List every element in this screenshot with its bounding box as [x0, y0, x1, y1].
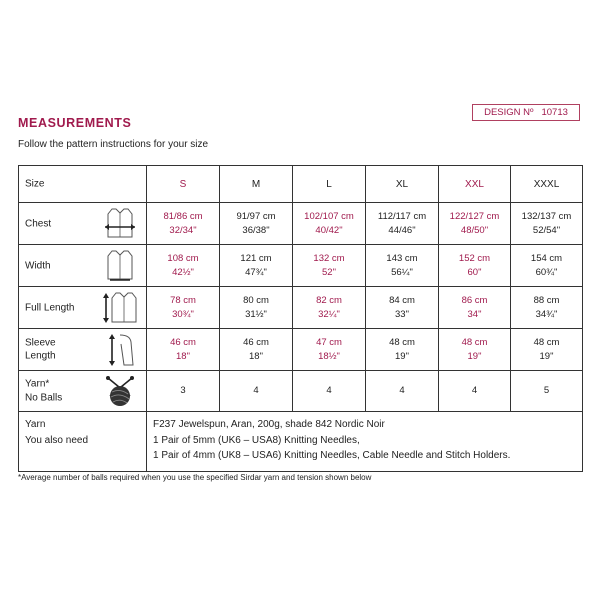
sleeve-diagram-icon — [100, 332, 140, 368]
sleeve-length-row — [19, 329, 583, 371]
size-header: XXXL — [511, 166, 583, 203]
table-cell: 47 cm 18½" — [293, 329, 366, 371]
table-cell: 48 cm 19" — [511, 329, 583, 371]
size-header: L — [293, 166, 366, 203]
size-header-row — [19, 166, 583, 203]
table-cell: 48 cm 19" — [439, 329, 511, 371]
chest-diagram-icon — [100, 207, 140, 241]
need-line-1: 1 Pair of 5mm (UK6 – USA8) Knitting Needles, — [153, 434, 360, 446]
table-cell: 112/117 cm 44/46" — [366, 203, 439, 245]
row-label: Sleeve Length — [25, 337, 56, 362]
size-header: M — [220, 166, 293, 203]
design-number-badge — [472, 104, 580, 121]
table-cell: 80 cm 31½" — [220, 287, 293, 329]
width-diagram-icon — [100, 249, 140, 283]
table-cell: 84 cm 33" — [366, 287, 439, 329]
table-cell: 4 — [366, 371, 439, 412]
size-label: Size — [25, 178, 45, 190]
full-length-row — [19, 287, 583, 329]
table-cell: 108 cm 42½" — [147, 245, 220, 287]
design-label: DESIGN Nº — [484, 107, 534, 118]
size-header: XL — [366, 166, 439, 203]
yarn-balls-row — [19, 371, 583, 412]
measurements-table — [18, 165, 583, 472]
size-header: S — [147, 166, 220, 203]
length-diagram-icon — [100, 291, 140, 325]
row-label-cell — [19, 371, 147, 412]
instructions-subtitle: Follow the pattern instructions for your size — [18, 139, 209, 150]
table-cell: 81/86 cm 32/34" — [147, 203, 220, 245]
table-cell: 86 cm 34" — [439, 287, 511, 329]
size-label-cell — [19, 166, 147, 203]
design-number: 10713 — [541, 107, 568, 118]
table-cell: 48 cm 19" — [366, 329, 439, 371]
table-cell: 121 cm 47¾" — [220, 245, 293, 287]
row-label: Full Length — [25, 301, 75, 313]
yarn-ball-icon — [100, 374, 140, 408]
table-cell: 4 — [293, 371, 366, 412]
table-cell: 91/97 cm 36/38" — [220, 203, 293, 245]
table-cell: 82 cm 32¼" — [293, 287, 366, 329]
table-cell: 132 cm 52" — [293, 245, 366, 287]
table-cell: 88 cm 34¾" — [511, 287, 583, 329]
chest-row — [19, 203, 583, 245]
table-cell: 152 cm 60" — [439, 245, 511, 287]
table-cell: 154 cm 60¾" — [511, 245, 583, 287]
table-cell: 4 — [220, 371, 293, 412]
row-label: Chest — [25, 217, 52, 229]
yarn-info-row — [19, 412, 583, 472]
yarn-text: F237 Jewelspun, Aran, 200g, shade 842 Nordic Noir — [153, 419, 385, 430]
table-cell: 5 — [511, 371, 583, 412]
row-label: Width — [25, 259, 51, 271]
width-row — [19, 245, 583, 287]
row-label-cell — [19, 329, 147, 371]
table-cell: 143 cm 56¼" — [366, 245, 439, 287]
page-title: MEASUREMENTS — [18, 116, 132, 130]
table-cell: 46 cm 18" — [220, 329, 293, 371]
table-cell: 3 — [147, 371, 220, 412]
table-cell: 102/107 cm 40/42" — [293, 203, 366, 245]
table-cell: 4 — [439, 371, 511, 412]
row-label-cell — [19, 287, 147, 329]
row-label-cell — [19, 203, 147, 245]
need-line-2: 1 Pair of 4mm (UK8 – USA6) Knitting Needles, Cable Needle and Stitch Holders. — [153, 450, 511, 461]
footnote: *Average number of balls required when you use the specified Sirdar yarn and tension shown below — [18, 473, 372, 482]
table-cell: 46 cm 18" — [147, 329, 220, 371]
table-cell: 78 cm 30¾" — [147, 287, 220, 329]
also-need-label: You also need — [25, 434, 89, 446]
yarn-label: Yarn — [25, 419, 46, 430]
row-label: Yarn* No Balls — [25, 378, 63, 403]
yarn-info-text — [147, 412, 583, 472]
table-cell: 122/127 cm 48/50" — [439, 203, 511, 245]
table-cell: 132/137 cm 52/54" — [511, 203, 583, 245]
row-label-cell — [19, 245, 147, 287]
yarn-info-labels — [19, 412, 147, 472]
size-header: XXL — [439, 166, 511, 203]
